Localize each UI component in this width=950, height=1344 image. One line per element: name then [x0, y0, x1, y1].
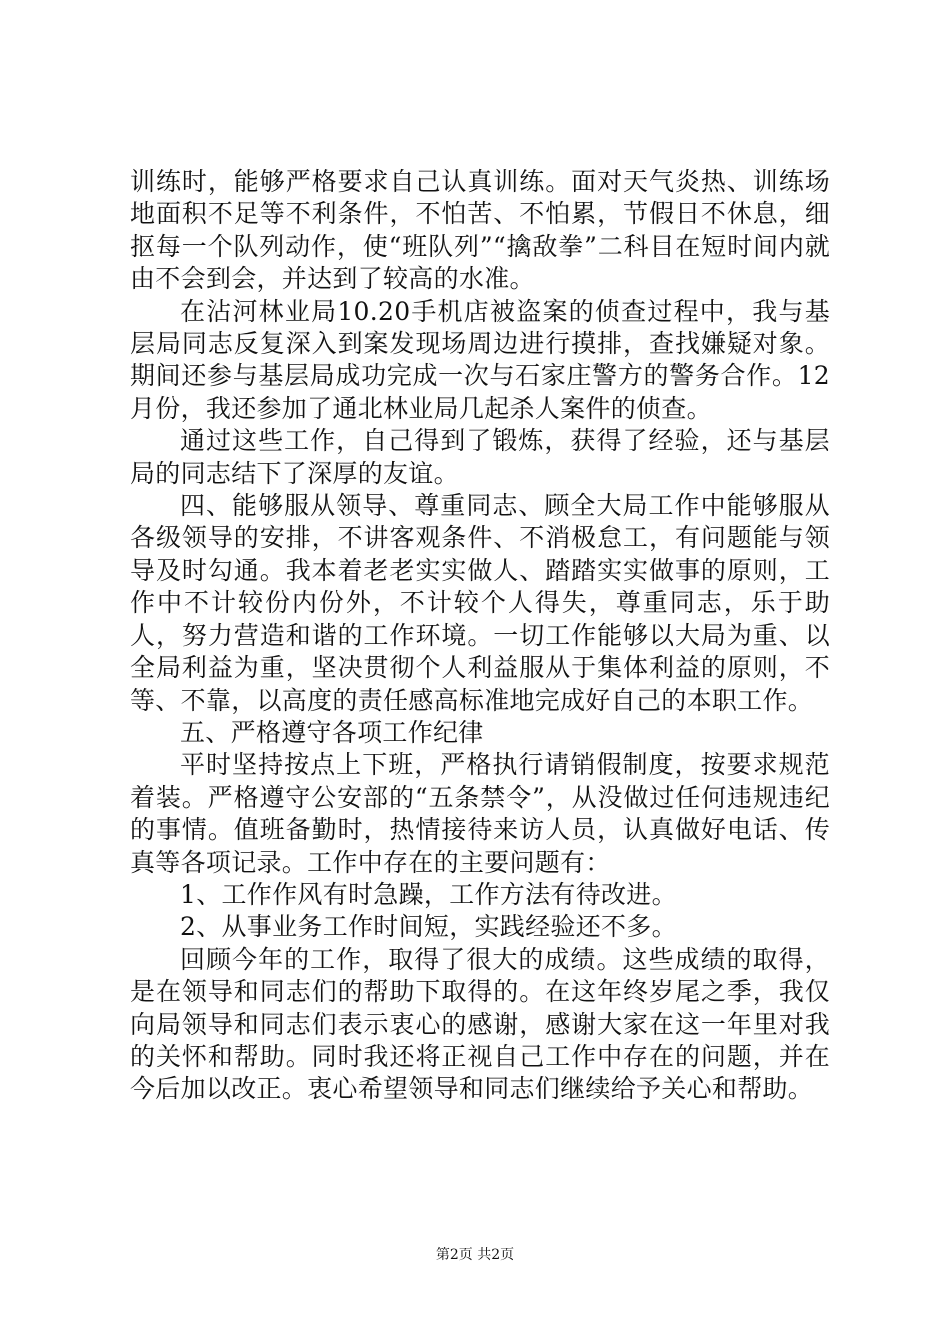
list-item-problem-2: 2、从事业务工作时间短，实践经验还不多。	[180, 912, 677, 942]
section-heading-discipline: 五、严格遵守各项工作纪律	[180, 717, 484, 747]
paragraph-discipline: 平时坚持按点上下班，严格执行请销假制度，按要求规范着装。严格遵守公安部的“五条禁令”，从没做过任何违规违纪的事情。值班备勤时，热情接待来访人员，认真做好电话、传真等各项记录。工作中存在的主要问题有：	[130, 750, 830, 877]
paragraph-experience-gained: 通过这些工作，自己得到了锻炼，获得了经验，还与基层局的同志结下了深厚的友谊。	[130, 426, 830, 488]
list-item-problem-1: 1、工作作风有时急躁，工作方法有待改进。	[180, 879, 677, 909]
paragraph-obey-leadership: 四、能够服从领导、尊重同志、顾全大局工作中能够服从各级领导的安排，不讲客观条件、不消极怠工，有问题能与领导及时勾通。我本着老老实实做人、踏踏实实做事的原则，工作中不计较份内份外，不计较个人得失，尊重同志，乐于助人，努力营造和谐的工作环境。一切工作能够以大局为重、以全局利益为重，坚决贯彻个人利益服从于集体利益的原则，不等、不靠，以高度的责任感高标准地完成好自己的本职工作。	[130, 491, 830, 715]
paragraph-conclusion: 回顾今年的工作，取得了很大的成绩。这些成绩的取得，是在领导和同志们的帮助下取得的。在这年终岁尾之季，我仅向局领导和同志们表示衷心的感谢，感谢大家在这一年里对我的关怀和帮助。同时我还将正视自己工作中存在的问题，并在今后加以改正。衷心希望领导和同志们继续给予关心和帮助。	[130, 944, 830, 1104]
page-number-footer: 第2页 共2页	[435, 1247, 515, 1263]
document-body	[130, 166, 830, 1106]
paragraph-training: 训练时，能够严格要求自己认真训练。面对天气炎热、训练场地面积不足等不利条件，不怕苦、不怕累，节假日不休息，细抠每一个队列动作，使“班队列”“擒敌拳”二科目在短时间内就由不会到会，并达到了较高的水准。	[130, 167, 830, 294]
paragraph-case-investigation: 在沾河林业局10.20手机店被盗案的侦查过程中，我与基层局同志反复深入到案发现场周边进行摸排，查找嫌疑对象。期间还参与基层局成功完成一次与石家庄警方的警务合作。12月份，我还参加了通北林业局几起杀人案件的侦查。	[130, 296, 830, 423]
